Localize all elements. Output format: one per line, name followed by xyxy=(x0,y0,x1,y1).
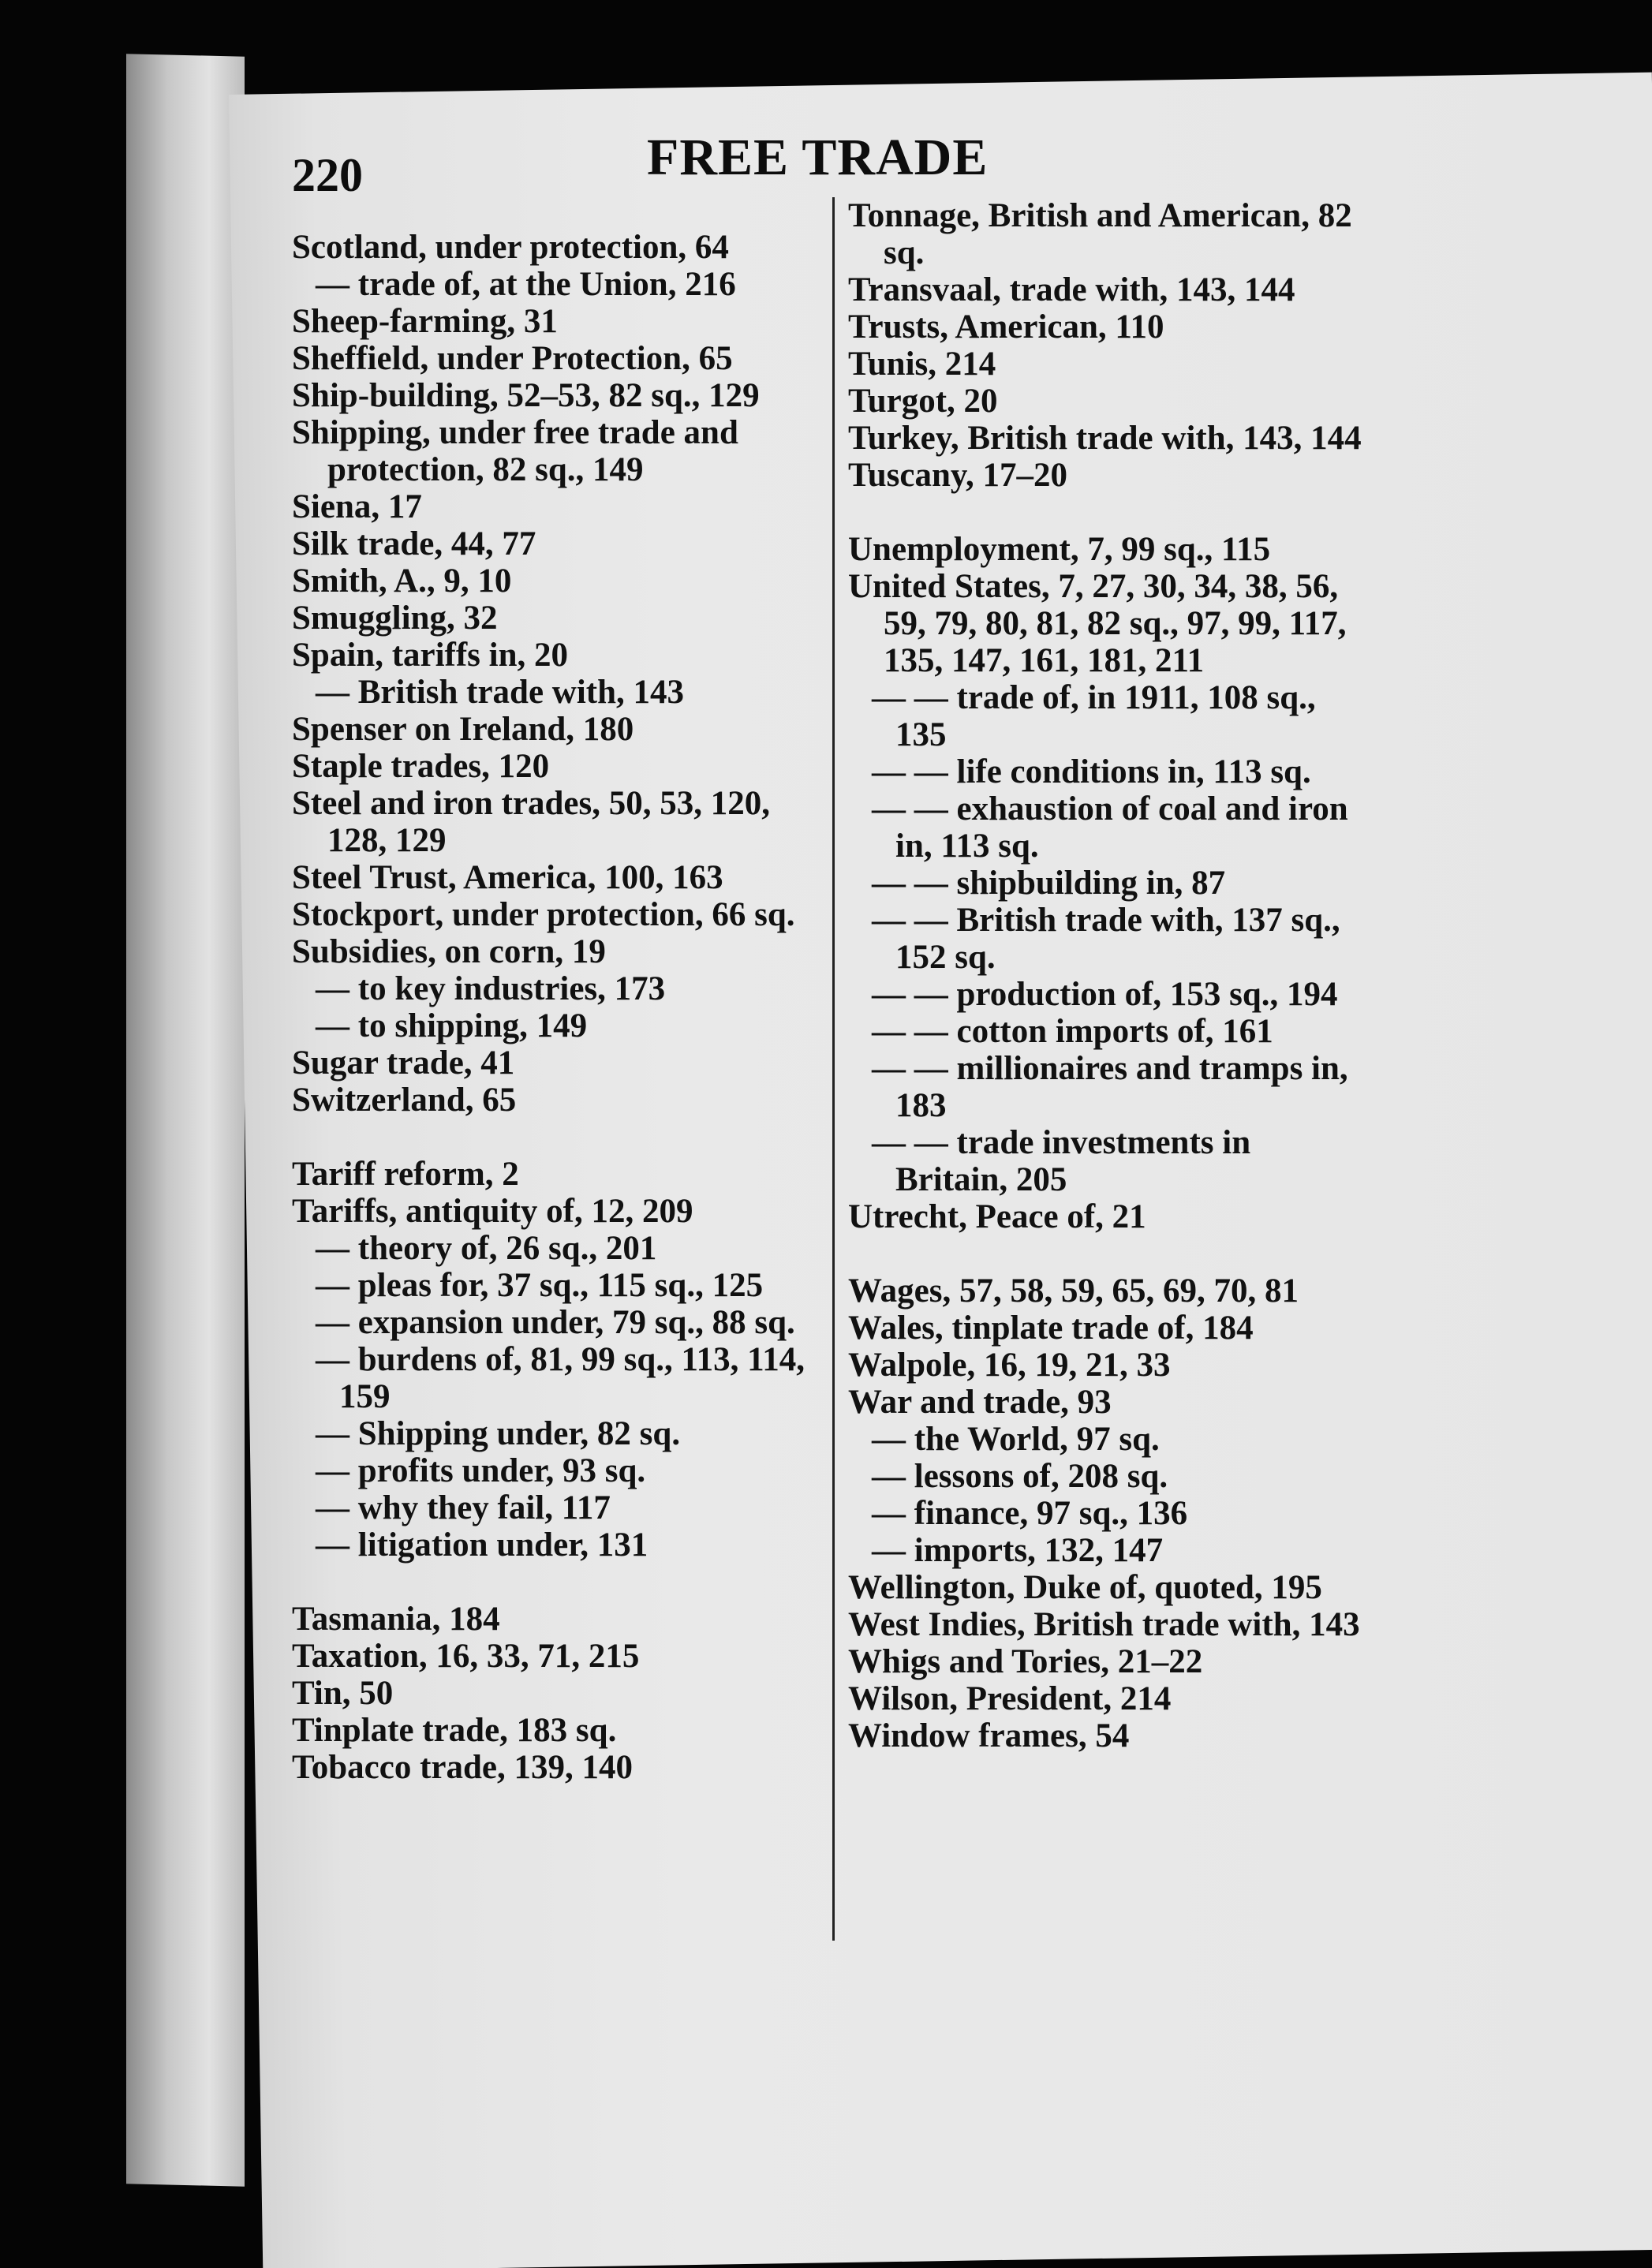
section-gap xyxy=(292,1119,813,1156)
index-entry: Staple trades, 120 xyxy=(292,748,550,785)
index-subentry: — theory of, 26 sq., 201 xyxy=(316,1230,657,1267)
index-entry: Sheffield, under Protection, 65 xyxy=(292,340,733,377)
index-subentry: — to shipping, 149 xyxy=(316,1007,588,1044)
index-subentry: — pleas for, 37 sq., 115 sq., 125 xyxy=(316,1267,764,1304)
index-entry: Unemployment, 7, 99 sq., 115 xyxy=(848,531,1271,568)
index-entry: Turkey, British trade with, 143, 144 xyxy=(848,420,1362,457)
page-title: FREE TRADE xyxy=(647,129,989,186)
index-entry: Shipping, under free trade and protection, 82 sq., 149 xyxy=(292,414,738,488)
index-entry: Stockport, under protection, 66 sq. xyxy=(292,896,795,933)
column-divider xyxy=(832,197,835,1941)
index-subentry: — litigation under, 131 xyxy=(316,1526,648,1564)
index-subentry: — trade of, at the Union, 216 xyxy=(316,266,736,303)
index-subentry: — British trade with, 143 xyxy=(316,674,685,711)
index-column-left xyxy=(292,229,813,1786)
index-entry: Smuggling, 32 xyxy=(292,600,498,637)
index-entry: Tunis, 214 xyxy=(848,346,996,383)
index-entry: Tobacco trade, 139, 140 xyxy=(292,1749,633,1786)
index-entry: Taxation, 16, 33, 71, 215 xyxy=(292,1638,640,1675)
index-entry: War and trade, 93 xyxy=(848,1384,1112,1421)
index-subentry: — — millionaires and tramps in, 183 xyxy=(872,1050,1348,1124)
index-entry: Tinplate trade, 183 sq. xyxy=(292,1712,617,1749)
index-subentry: — — production of, 153 sq., 194 xyxy=(872,976,1338,1013)
index-entry: Wales, tinplate trade of, 184 xyxy=(848,1310,1254,1347)
index-subentry: — — trade investments in Britain, 205 xyxy=(872,1124,1251,1198)
index-entry: Sheep-farming, 31 xyxy=(292,303,558,340)
index-entry: Spenser on Ireland, 180 xyxy=(292,711,634,748)
index-entry: Utrecht, Peace of, 21 xyxy=(848,1198,1146,1235)
index-subentry: — imports, 132, 147 xyxy=(872,1532,1164,1569)
index-entry: Wages, 57, 58, 59, 65, 69, 70, 81 xyxy=(848,1272,1299,1310)
index-subentry: — Shipping under, 82 sq. xyxy=(316,1415,681,1452)
index-entry: United States, 7, 27, 30, 34, 38, 56, 59, 79, 80, 81, 82 sq., 97, 99, 117, 135, 147, 161, 181, 211 xyxy=(848,568,1347,679)
index-subentry: — — British trade with, 137 sq., 152 sq. xyxy=(872,902,1340,976)
index-entry: Window frames, 54 xyxy=(848,1717,1130,1754)
section-gap xyxy=(848,1235,1369,1272)
index-entry: Switzerland, 65 xyxy=(292,1082,517,1119)
index-entry: Smith, A., 9, 10 xyxy=(292,562,512,600)
index-subentry: — burdens of, 81, 99 sq., 113, 114, 159 xyxy=(316,1341,805,1415)
page-number: 220 xyxy=(292,149,363,201)
index-subentry: — expansion under, 79 sq., 88 sq. xyxy=(316,1304,795,1341)
index-entry: Wellington, Duke of, quoted, 195 xyxy=(848,1569,1322,1606)
index-subentry: — — trade of, in 1911, 108 sq., 135 xyxy=(872,679,1316,753)
index-entry: Tasmania, 184 xyxy=(292,1601,500,1638)
index-entry: Transvaal, trade with, 143, 144 xyxy=(848,271,1295,308)
index-entry: Turgot, 20 xyxy=(848,383,998,420)
index-entry: Silk trade, 44, 77 xyxy=(292,525,536,562)
index-subentry: — finance, 97 sq., 136 xyxy=(872,1495,1188,1532)
index-subentry: — — cotton imports of, 161 xyxy=(872,1013,1273,1050)
section-gap xyxy=(848,494,1369,531)
index-subentry: — lessons of, 208 sq. xyxy=(872,1458,1168,1495)
index-entry: Tuscany, 17–20 xyxy=(848,457,1068,494)
index-subentry: — — life conditions in, 113 sq. xyxy=(872,753,1311,790)
index-entry: Scotland, under protection, 64 xyxy=(292,229,729,266)
index-entry: Whigs and Tories, 21–22 xyxy=(848,1643,1203,1680)
index-subentry: — profits under, 93 sq. xyxy=(316,1452,646,1489)
index-entry: Ship-building, 52–53, 82 sq., 129 xyxy=(292,377,760,414)
index-subentry: — the World, 97 sq. xyxy=(872,1421,1160,1458)
index-entry: Tariffs, antiquity of, 12, 209 xyxy=(292,1193,693,1230)
index-subentry: — to key industries, 173 xyxy=(316,970,666,1007)
index-entry: Steel and iron trades, 50, 53, 120, 128, 129 xyxy=(292,785,770,859)
index-column-right xyxy=(848,197,1369,1754)
index-subentry: — why they fail, 117 xyxy=(316,1489,611,1526)
index-entry: West Indies, British trade with, 143 xyxy=(848,1606,1360,1643)
index-subentry: — — exhaustion of coal and iron in, 113 sq. xyxy=(872,790,1348,865)
index-entry: Tonnage, British and American, 82 sq. xyxy=(848,197,1352,271)
index-subentry: — — shipbuilding in, 87 xyxy=(872,865,1226,902)
section-gap xyxy=(292,1564,813,1601)
book-fore-edge xyxy=(126,54,245,2186)
index-entry: Tariff reform, 2 xyxy=(292,1156,519,1193)
index-entry: Sugar trade, 41 xyxy=(292,1044,515,1082)
index-entry: Wilson, President, 214 xyxy=(848,1680,1172,1717)
index-entry: Trusts, American, 110 xyxy=(848,308,1164,346)
index-entry: Spain, tariffs in, 20 xyxy=(292,637,569,674)
index-entry: Tin, 50 xyxy=(292,1675,394,1712)
index-entry: Subsidies, on corn, 19 xyxy=(292,933,606,970)
index-entry: Siena, 17 xyxy=(292,488,422,525)
index-entry: Steel Trust, America, 100, 163 xyxy=(292,859,723,896)
index-entry: Walpole, 16, 19, 21, 33 xyxy=(848,1347,1171,1384)
